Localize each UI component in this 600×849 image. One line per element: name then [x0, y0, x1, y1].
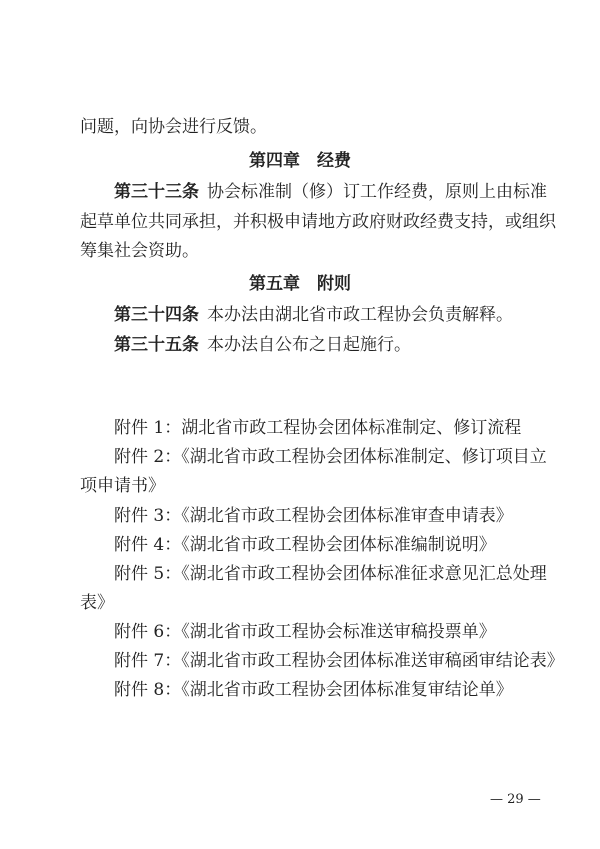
- article-33-line-1: [114, 181, 547, 203]
- attachment-3: 附件 3：《湖北省市政工程协会团体标准审查申请表》: [114, 506, 513, 526]
- article-33-text: 协会标准制（修）订工作经费，原则上由标准: [207, 182, 547, 202]
- attachment-7: 附件 7：《湖北省市政工程协会团体标准送审稿函审结论表》: [114, 651, 564, 671]
- article-34: [114, 304, 513, 326]
- continuation-line: 问题，向协会进行反馈。: [80, 117, 267, 137]
- article-33-label: 第三十三条: [114, 182, 199, 202]
- attachment-1: 附件 1：湖北省市政工程协会团体标准制定、修订流程: [114, 418, 522, 438]
- article-34-label: 第三十四条: [114, 305, 199, 325]
- attachment-4: 附件 4：《湖北省市政工程协会团体标准编制说明》: [114, 535, 496, 555]
- attachment-5: 附件 5：《湖北省市政工程协会团体标准征求意见汇总处理: [114, 564, 547, 584]
- article-35-label: 第三十五条: [114, 335, 199, 355]
- article-33-line-2: 起草单位共同承担，并积极申请地方政府财政经费支持，或组织: [80, 212, 556, 232]
- page-number: — 29 —: [490, 792, 541, 807]
- article-33-line-3: 筹集社会资助。: [80, 241, 199, 261]
- attachment-8: 附件 8：《湖北省市政工程协会团体标准复审结论单》: [114, 680, 513, 700]
- article-35: [114, 334, 411, 356]
- attachment-6: 附件 6：《湖北省市政工程协会标准送审稿投票单》: [114, 622, 496, 642]
- chapter-4-number: 第四章: [249, 151, 300, 171]
- chapter-5-heading: [0, 273, 600, 295]
- attachment-2: 附件 2：《湖北省市政工程协会团体标准制定、修订项目立: [114, 447, 547, 467]
- chapter-4-title: 经费: [317, 151, 351, 171]
- chapter-4-heading: [0, 150, 600, 172]
- attachment-2-continued: 项申请书》: [80, 476, 165, 496]
- article-34-text: 本办法由湖北省市政工程协会负责解释。: [207, 305, 513, 325]
- article-35-text: 本办法自公布之日起施行。: [207, 335, 411, 355]
- chapter-5-title: 附则: [317, 274, 351, 294]
- chapter-5-number: 第五章: [249, 274, 300, 294]
- attachment-5-continued: 表》: [80, 593, 114, 613]
